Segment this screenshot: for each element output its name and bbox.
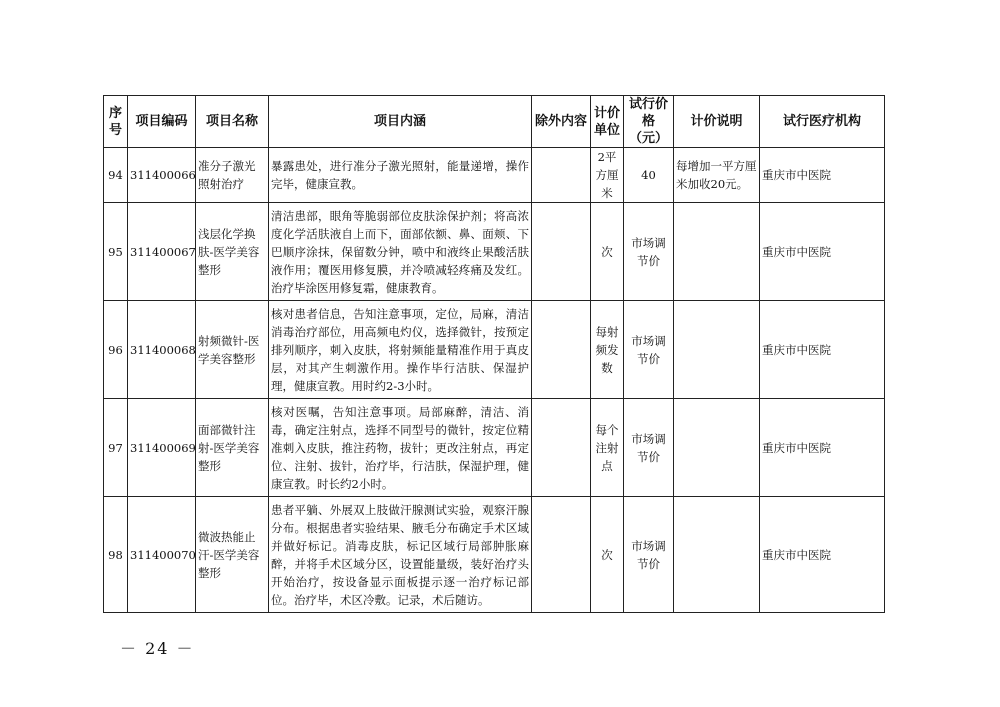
row-no: 97 — [104, 399, 128, 497]
row-excluded — [532, 399, 591, 497]
table-row — [104, 399, 885, 497]
row-excluded — [532, 301, 591, 399]
row-note — [674, 203, 760, 301]
header-unit: 计价单位 — [591, 96, 624, 148]
row-institution: 重庆市中医院 — [760, 203, 885, 301]
row-unit: 每射频发数 — [591, 301, 624, 399]
row-excluded — [532, 497, 591, 613]
row-no: 96 — [104, 301, 128, 399]
row-note: 每增加一平方厘米加收20元。 — [674, 148, 760, 203]
header-note: 计价说明 — [674, 96, 760, 148]
row-name: 射频微针-医学美容整形 — [196, 301, 269, 399]
row-institution: 重庆市中医院 — [760, 399, 885, 497]
row-unit: 每个注射点 — [591, 399, 624, 497]
row-no: 94 — [104, 148, 128, 203]
row-name: 准分子激光照射治疗 — [196, 148, 269, 203]
row-code: 311400069 — [128, 399, 196, 497]
row-price: 市场调节价 — [624, 301, 674, 399]
row-unit: 次 — [591, 497, 624, 613]
header-no: 序号 — [104, 96, 128, 148]
row-no: 95 — [104, 203, 128, 301]
row-code: 311400070 — [128, 497, 196, 613]
row-price: 市场调节价 — [624, 497, 674, 613]
table-row — [104, 203, 885, 301]
header-code: 项目编码 — [128, 96, 196, 148]
row-institution: 重庆市中医院 — [760, 148, 885, 203]
row-code: 311400066 — [128, 148, 196, 203]
page-number: － 24 － — [120, 639, 195, 658]
row-code: 311400068 — [128, 301, 196, 399]
row-note — [674, 399, 760, 497]
header-price: 试行价格（元） — [624, 96, 674, 148]
row-name: 面部微针注射-医学美容整形 — [196, 399, 269, 497]
row-content: 核对医嘱，告知注意事项。局部麻醉，清洁、消毒，确定注射点，选择不同型号的微针，按定位精准刺入皮肤，推注药物，拔针；更改注射点，再定位、注射、拔针，治疗毕，行洁肤，保湿护理，健康宣教。时长约2小时。 — [269, 399, 532, 497]
row-price: 市场调节价 — [624, 399, 674, 497]
fee-table — [103, 95, 885, 613]
row-price: 40 — [624, 148, 674, 203]
table-row — [104, 148, 885, 203]
row-unit: 2平方厘米 — [591, 148, 624, 203]
row-unit: 次 — [591, 203, 624, 301]
row-code: 311400067 — [128, 203, 196, 301]
header-name: 项目名称 — [196, 96, 269, 148]
row-institution: 重庆市中医院 — [760, 301, 885, 399]
header-institution: 试行医疗机构 — [760, 96, 885, 148]
row-note — [674, 301, 760, 399]
row-name: 浅层化学换肤-医学美容整形 — [196, 203, 269, 301]
row-content: 患者平躺、外展双上肢做汗腺测试实验，观察汗腺分布。根据患者实验结果、腋毛分布确定手术区域并做好标记。消毒皮肤，标记区域行局部肿胀麻醉，并将手术区域分区，设置能量级，装好治疗头开始治疗，按设备显示面板提示逐一治疗标记部位。治疗毕，术区冷敷。记录，术后随访。 — [269, 497, 532, 613]
row-institution: 重庆市中医院 — [760, 497, 885, 613]
row-content: 核对患者信息，告知注意事项，定位，局麻，清洁消毒治疗部位，用高频电灼仪，选择微针，按预定排列顺序，刺入皮肤，将射频能量精准作用于真皮层，对其产生刺激作用。操作毕行洁肤、保湿护理，健康宣教。用时约2-3小时。 — [269, 301, 532, 399]
row-name: 微波热能止汗-医学美容整形 — [196, 497, 269, 613]
table-row — [104, 301, 885, 399]
row-no: 98 — [104, 497, 128, 613]
row-note — [674, 497, 760, 613]
row-excluded — [532, 203, 591, 301]
header-content: 项目内涵 — [269, 96, 532, 148]
header-excluded: 除外内容 — [532, 96, 591, 148]
table-row — [104, 497, 885, 613]
row-excluded — [532, 148, 591, 203]
table-header-row — [104, 96, 885, 148]
row-price: 市场调节价 — [624, 203, 674, 301]
row-content: 清洁患部，眼角等脆弱部位皮肤涂保护剂；将高浓度化学活肤液自上而下，面部依额、鼻、面颊、下巴顺序涂抹，保留数分钟，喷中和液终止果酸活肤液作用；覆医用修复膜，并冷喷减轻疼痛及发红。治疗毕涂医用修复霜，健康教育。 — [269, 203, 532, 301]
row-content: 暴露患处，进行准分子激光照射，能量递增，操作完毕，健康宣教。 — [269, 148, 532, 203]
